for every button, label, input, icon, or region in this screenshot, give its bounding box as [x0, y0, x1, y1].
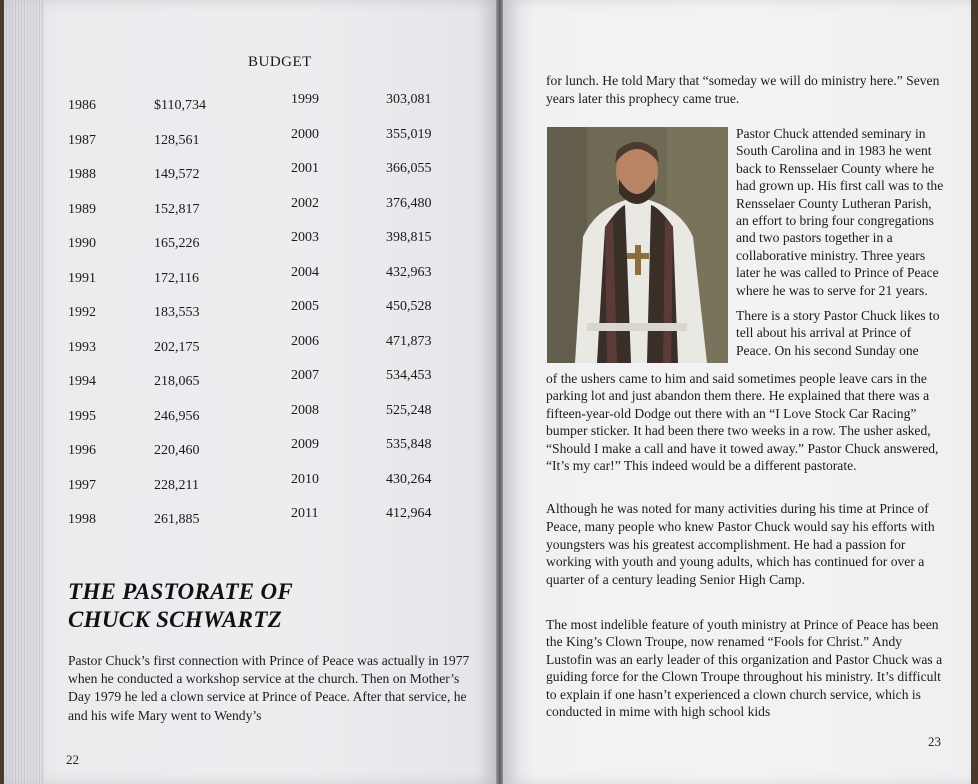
budget-amount-left: 152,817 [154, 201, 200, 217]
budget-year-left: 1997 [68, 477, 96, 493]
photo-wrap-text [736, 125, 946, 359]
budget-row [0, 161, 494, 181]
budget-year-right: 2009 [291, 437, 319, 452]
budget-amount-right: 303,081 [386, 92, 432, 107]
budget-year-left: 1989 [68, 201, 96, 217]
budget-year-left: 1991 [68, 270, 96, 286]
budget-amount-left: 172,116 [154, 270, 199, 286]
clown-troupe-paragraph [546, 616, 946, 720]
budget-amount-left: 165,226 [154, 236, 200, 251]
left-body-text [68, 652, 478, 725]
section-heading [68, 578, 293, 634]
budget-amount-right: 376,480 [386, 195, 432, 211]
budget-row [0, 230, 494, 250]
budget-year-right: 2003 [291, 230, 319, 245]
budget-year-right: 2010 [291, 471, 319, 487]
budget-amount-left: $110,734 [154, 98, 206, 113]
budget-row [0, 265, 494, 285]
budget-amount-left: 261,885 [154, 512, 200, 527]
budget-year-right: 2007 [291, 368, 319, 383]
budget-amount-left: 149,572 [154, 167, 200, 182]
budget-year-left: 1986 [68, 98, 96, 113]
budget-year-left: 1990 [68, 236, 96, 251]
budget-row [0, 92, 494, 112]
clown-troupe-text: The most indelible feature of youth ministry at Prince of Peace has been the King’s Clown Troupe, now renamed “Fools for Christ.” Andy Lustofin was an early leader of this organization and Pastor Chuck was a guiding force for the Clown Troupe throughout his ministry. It’s difficult to explain if one hasn’t experienced a clown church service, which is conducted in mime with high school kids [546, 617, 943, 720]
budget-year-left: 1995 [68, 408, 96, 424]
budget-amount-right: 398,815 [386, 230, 432, 245]
seminary-paragraph: Pastor Chuck attended seminary in South Carolina and in 1983 he went back to Rensselaer County where he had grown up. His first call was to the Rensselaer County Lutheran Parish, an effort to bring four congregations and two pastors together in a collaborative ministry. Three years later he was called to Prince of Peace where he was to serve for 21 years. [736, 126, 944, 298]
left-paragraph: Pastor Chuck’s first connection with Prince of Peace was actually in 1977 when he conducted a workshop service at the church. Then on Mother’s Day 1979 he led a clown service at Prince of Peace. After that service, he and his wife Mary went to Wendy’s [68, 653, 470, 723]
budget-row [0, 437, 494, 457]
budget-amount-left: 220,460 [154, 443, 200, 458]
budget-amount-right: 355,019 [386, 126, 432, 142]
budget-row [0, 299, 494, 319]
budget-amount-left: 183,553 [154, 305, 200, 320]
youth-paragraph-text: Although he was noted for many activities during his time at Prince of Peace, many people who knew Pastor Chuck would say his efforts with youngsters was his greatest accomplishment. He had a passion for working with youth and young adults, which has continued for over a quarter of a century leading Senior High Camp. [546, 501, 935, 588]
budget-year-right: 2005 [291, 299, 319, 314]
budget-year-left: 1987 [68, 132, 96, 148]
budget-amount-right: 471,873 [386, 333, 432, 349]
budget-amount-right: 432,963 [386, 264, 432, 280]
budget-year-left: 1988 [68, 167, 96, 182]
budget-amount-right: 535,848 [386, 437, 432, 452]
youth-paragraph [546, 500, 946, 589]
budget-amount-left: 128,561 [154, 132, 200, 148]
budget-row [0, 368, 494, 388]
budget-row [0, 403, 494, 423]
story-paragraph-start: There is a story Pastor Chuck likes to tell about his arrival at Prince of Peace. On his second Sunday one [736, 308, 940, 358]
budget-row [0, 127, 494, 147]
budget-year-right: 2006 [291, 333, 319, 349]
budget-year-right: 2004 [291, 264, 319, 280]
heading-line-2: CHUCK SCHWARTZ [68, 607, 283, 632]
budget-year-left: 1998 [68, 512, 96, 527]
budget-amount-left: 202,175 [154, 339, 200, 355]
pastor-photo [547, 127, 728, 363]
budget-year-right: 1999 [291, 92, 319, 107]
page-number-left: 22 [66, 752, 79, 767]
budget-row [0, 334, 494, 354]
budget-year-right: 2008 [291, 402, 319, 418]
budget-year-left: 1996 [68, 443, 96, 458]
budget-amount-right: 412,964 [386, 506, 432, 521]
story-continuation [546, 370, 946, 474]
story-paragraph-end: of the ushers came to him and said sometimes people leave cars in the parking lot and just abandon them there. He explained that there was a fifteen-year-old Dodge out there with an “I Love Stock Car Racing” bumper sticker. It had been there two weeks in a row. The usher asked, “Should I make a call and have it towed away.” Pastor Chuck answered, “It’s my car!” This indeed would be a different pastorate. [546, 371, 939, 474]
budget-title: BUDGET [248, 54, 312, 70]
page-number-right: 23 [928, 734, 941, 749]
budget-amount-right: 366,055 [386, 161, 432, 176]
budget-year-left: 1992 [68, 305, 96, 320]
budget-amount-right: 534,453 [386, 368, 432, 383]
budget-row [0, 196, 494, 216]
budget-amount-right: 450,528 [386, 299, 432, 314]
budget-amount-left: 246,956 [154, 408, 200, 424]
budget-amount-right: 525,248 [386, 402, 432, 418]
page-edges [4, 0, 44, 784]
budget-row [0, 472, 494, 492]
budget-year-right: 2000 [291, 126, 319, 142]
right-intro [546, 72, 946, 108]
budget-amount-right: 430,264 [386, 471, 432, 487]
budget-year-right: 2011 [291, 506, 319, 521]
budget-year-left: 1994 [68, 374, 96, 389]
budget-year-right: 2002 [291, 195, 319, 211]
budget-amount-left: 218,065 [154, 374, 200, 389]
budget-amount-left: 228,211 [154, 477, 199, 493]
budget-year-left: 1993 [68, 339, 96, 355]
budget-row [0, 506, 494, 526]
heading-line-1: THE PASTORATE OF [68, 579, 294, 604]
intro-paragraph: for lunch. He told Mary that “someday we will do ministry here.” Seven years later this prophecy came true. [546, 73, 940, 106]
budget-year-right: 2001 [291, 161, 319, 176]
